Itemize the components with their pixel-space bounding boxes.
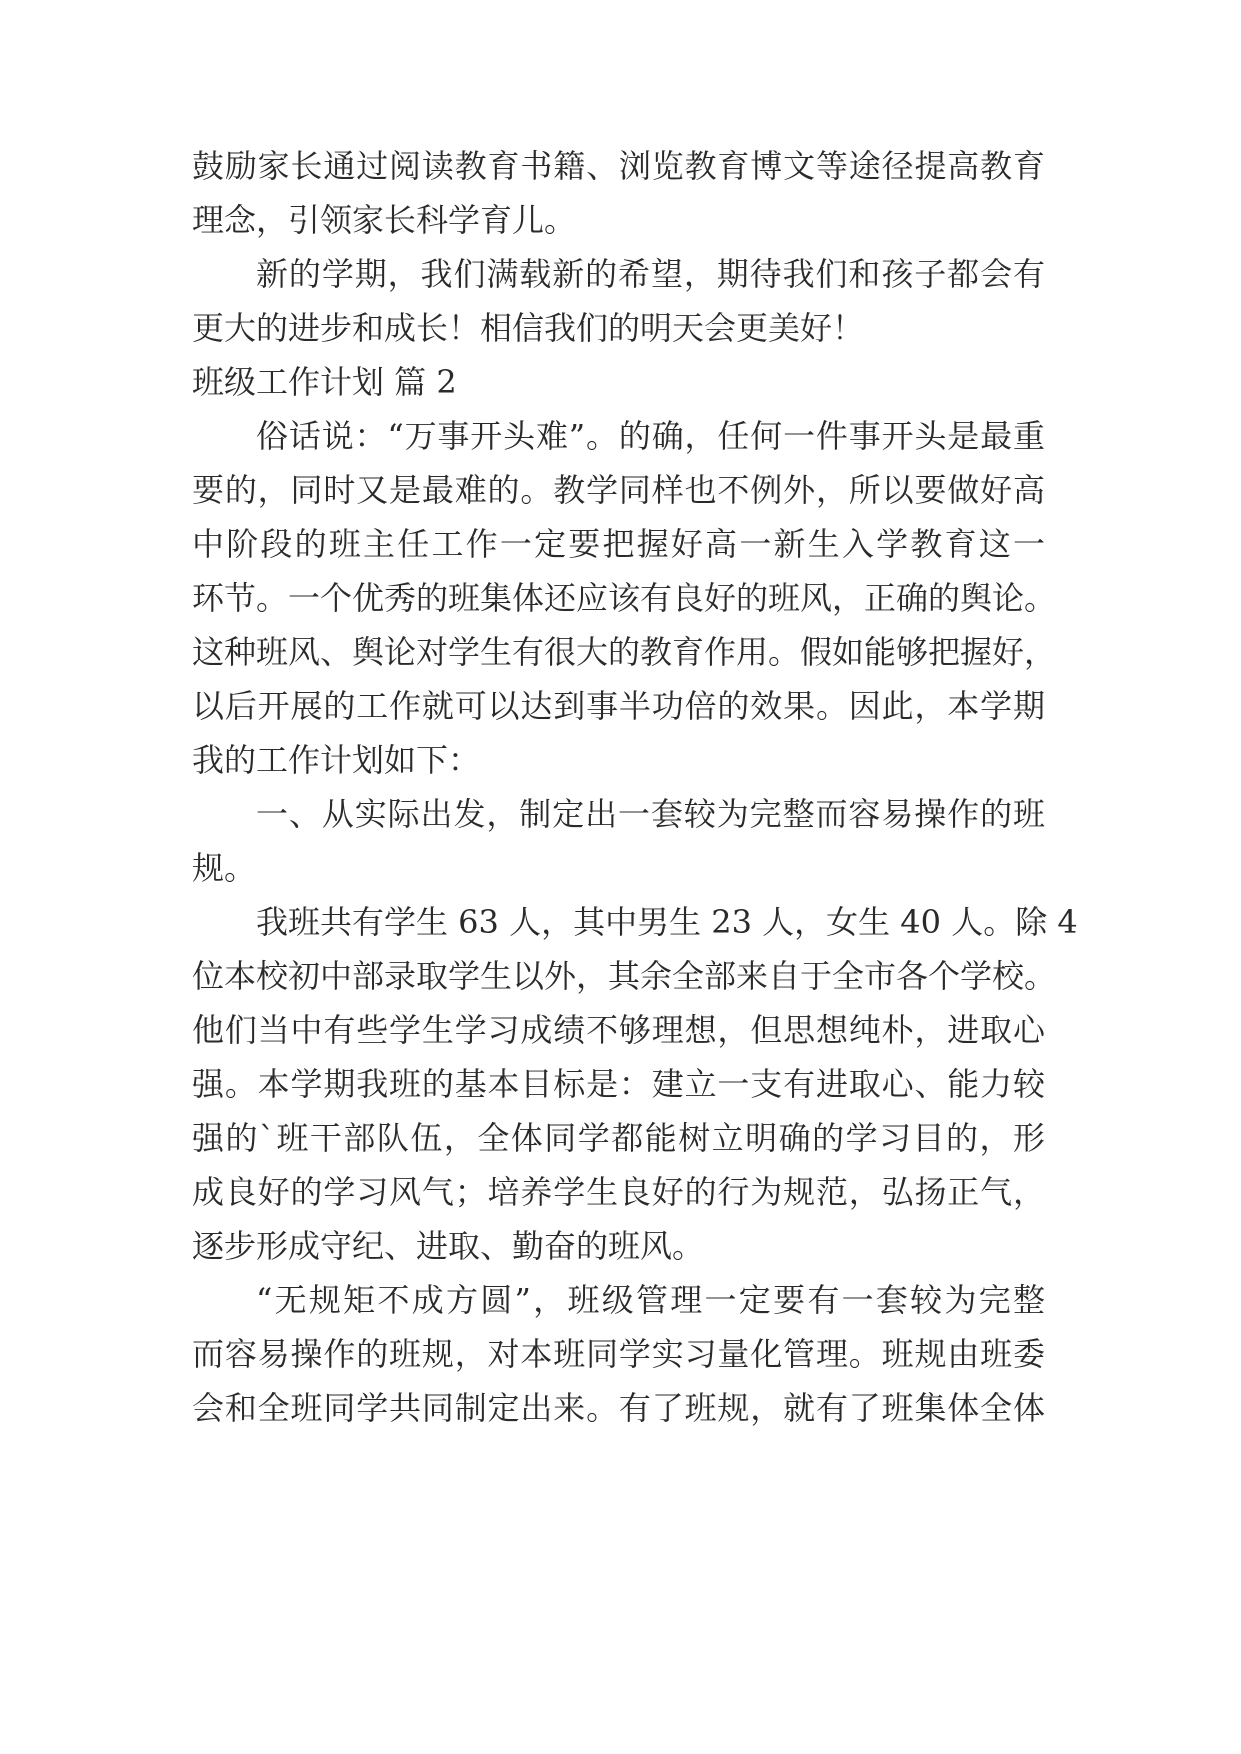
text-line-7: 要的，同时又是最难的。教学同样也不例外，所以要做好高: [192, 471, 1045, 509]
text-line-13: 一、从实际出发，制定出一套较为完整而容易操作的班: [256, 795, 1045, 833]
text-line-12: 我的工作计划如下：: [192, 741, 481, 779]
text-line-11: 以后开展的工作就可以达到事半功倍的效果。因此，本学期: [192, 687, 1045, 725]
text-line-9: 环节。一个优秀的班集体还应该有良好的班风，正确的舆论。: [192, 579, 1057, 617]
text-line-6: 俗话说：“万事开头难”。的确，任何一件事开头是最重: [256, 417, 1045, 455]
text-line-20: 成良好的学习风气；培养学生良好的行为规范，弘扬正气，: [192, 1173, 1045, 1211]
text-line-24: 会和全班同学共同制定出来。有了班规，就有了班集体全体: [192, 1389, 1045, 1427]
section-heading: 班级工作计划 篇 2: [192, 363, 457, 401]
text-line-18: 强。本学期我班的基本目标是：建立一支有进取心、能力较: [192, 1065, 1045, 1103]
text-line-1: 鼓励家长通过阅读教育书籍、浏览教育博文等途径提高教育: [192, 147, 1045, 185]
text-line-8: 中阶段的班主任工作一定要把握好高一新生入学教育这一: [192, 525, 1045, 563]
text-line-21: 逐步形成守纪、进取、勤奋的班风。: [192, 1227, 705, 1265]
text-line-23: 而容易操作的班规，对本班同学实习量化管理。班规由班委: [192, 1335, 1045, 1373]
text-line-10: 这种班风、舆论对学生有很大的教育作用。假如能够把握好，: [192, 633, 1057, 671]
text-line-2: 理念，引领家长科学育儿。: [192, 201, 577, 239]
text-line-4: 更大的进步和成长！相信我们的明天会更美好！: [192, 309, 865, 347]
text-line-16: 位本校初中部录取学生以外，其余全部来自于全市各个学校。: [192, 957, 1057, 995]
text-line-3: 新的学期，我们满载新的希望，期待我们和孩子都会有: [256, 255, 1045, 293]
text-line-22: “无规矩不成方圆”，班级管理一定要有一套较为完整: [256, 1281, 1045, 1319]
text-line-15: 我班共有学生 63 人，其中男生 23 人，女生 40 人。除 4: [256, 903, 1078, 941]
text-line-19: 强的`班干部队伍，全体同学都能树立明确的学习目的，形: [192, 1119, 1045, 1157]
text-line-14: 规。: [192, 849, 257, 887]
text-line-17: 他们当中有些学生学习成绩不够理想，但思想纯朴，进取心: [192, 1011, 1045, 1049]
